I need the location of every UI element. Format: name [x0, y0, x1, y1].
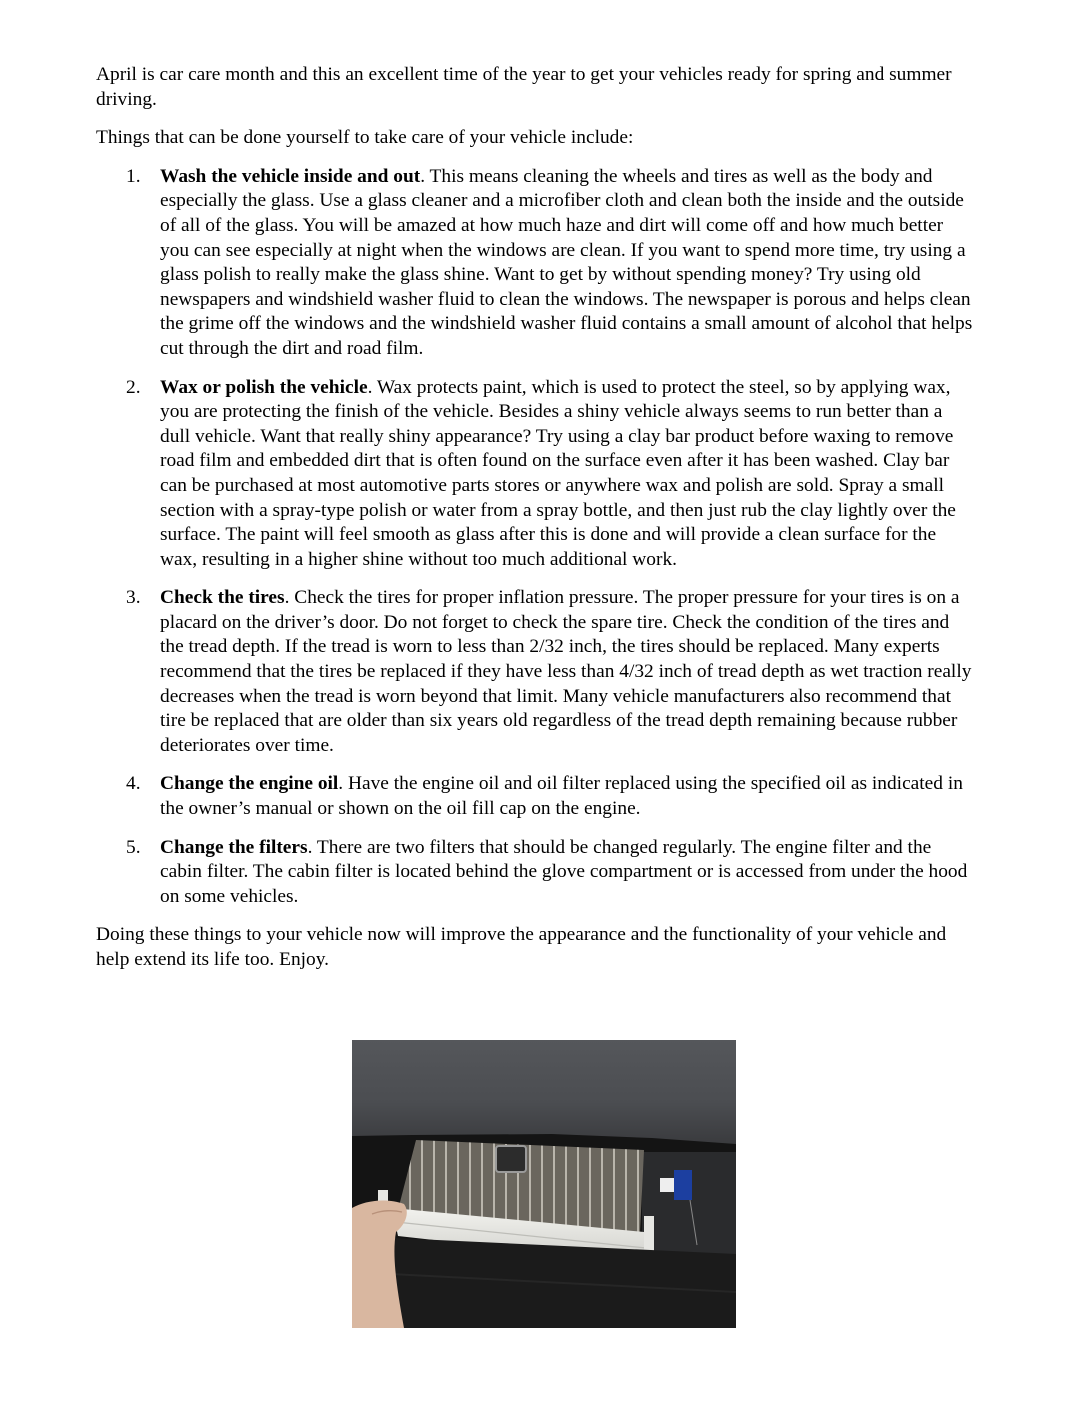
filter-handle [496, 1146, 526, 1172]
tip-body: . Check the tires for proper inflation pressure. The proper pressure for your tires is on a placard on the driver’s door. Do not forget to check the spare tire. Check the condition of the tires and the tread depth. If the tread is worn to less than 2/32 inch, the tires should be replaced. Many experts recommend that the tires be replaced if they have less than 4/32 inch of tread depth as wet traction really decreases when the tread is worn beyond that limit. Many vehicle manufacturers also recommend that tire be replaced that are older than six years old regardless of the tread depth remaining because rubber deteriorates over time. [160, 587, 972, 756]
tip-body: . Wax protects paint, which is used to protect the steel, so by applying wax, you are protecting the finish of the vehicle. Besides a shiny vehicle always seems to run better than a dull vehicle. Want that really shiny appearance? Try using a clay bar product before waxing to remove road film and embedded dirt that is often found on the surface even after it has been washed. Clay bar can be purchased at most automotive parts stores or anywhere wax and polish are sold. Spray a small section with a spray-type polish or water from a spray bottle, and then just rub the clay lightly over the surface. The paint will feel smooth as glass after this is done and will provide a clean surface for the wax, resulting in a higher shine without too much additional work. [160, 376, 956, 570]
tip-heading: Wash the vehicle inside and out [160, 165, 421, 187]
tip-item-wax [96, 376, 976, 573]
car-care-tips-list [96, 165, 976, 910]
tip-heading: Check the tires [160, 587, 285, 609]
tip-heading: Change the engine oil [160, 773, 339, 795]
tip-number: 1. [126, 165, 141, 187]
tip-heading: Change the filters [160, 836, 308, 858]
tip-body: . There are two filters that should be changed regularly. The engine filter and the cabin filter. The cabin filter is located behind the glove compartment or is accessed from under the hood on some vehicles. [160, 836, 968, 907]
cabin-filter-photo [352, 1040, 736, 1328]
tip-item-filters [96, 836, 976, 910]
tip-number: 4. [126, 773, 141, 795]
wire-connector [674, 1170, 692, 1200]
tip-item-tires [96, 586, 976, 758]
tip-item-oil [96, 772, 976, 821]
tip-heading: Wax or polish the vehicle [160, 376, 368, 398]
dashboard-panel [352, 1040, 736, 1144]
tip-body: . Have the engine oil and oil filter replaced using the specified oil as indicated in the owner’s manual or shown on the oil fill cap on the engine. [160, 773, 963, 820]
tip-body: . This means cleaning the wheels and tires as well as the body and especially the glass. Use a glass cleaner and a microfiber cloth and clean both the inside and the outside of all of the glass. You will be amazed at how much haze and dirt will come off and how much better you can see especially at night when the windows are clean. If you want to spend more time, try using a glass polish to really make the glass shine. Want to get by without spending money? Try using old newspapers and windshield washer fluid to clean the windows. The newspaper is porous and helps clean the grime off the windows and the windshield washer fluid contains a small amount of alcohol that helps cut through the dirt and road film. [160, 165, 973, 359]
intro-paragraph: April is car care month and this an excellent time of the year to get your vehicles ready for spring and summer driving. [96, 64, 952, 110]
list-intro-paragraph: Things that can be done yourself to take care of your vehicle include: [96, 127, 634, 149]
tip-item-wash [96, 165, 976, 362]
tip-number: 3. [126, 587, 141, 609]
tip-number: 5. [126, 836, 141, 858]
glovebox-cavity [642, 1152, 736, 1262]
closing-paragraph: Doing these things to your vehicle now will improve the appearance and the functionality of your vehicle and help extend its life too. Enjoy. [96, 924, 947, 970]
cabin-filter-illustration [352, 1040, 736, 1328]
document-body [96, 63, 976, 987]
tip-number: 2. [126, 376, 141, 398]
connector-clip [660, 1178, 674, 1192]
